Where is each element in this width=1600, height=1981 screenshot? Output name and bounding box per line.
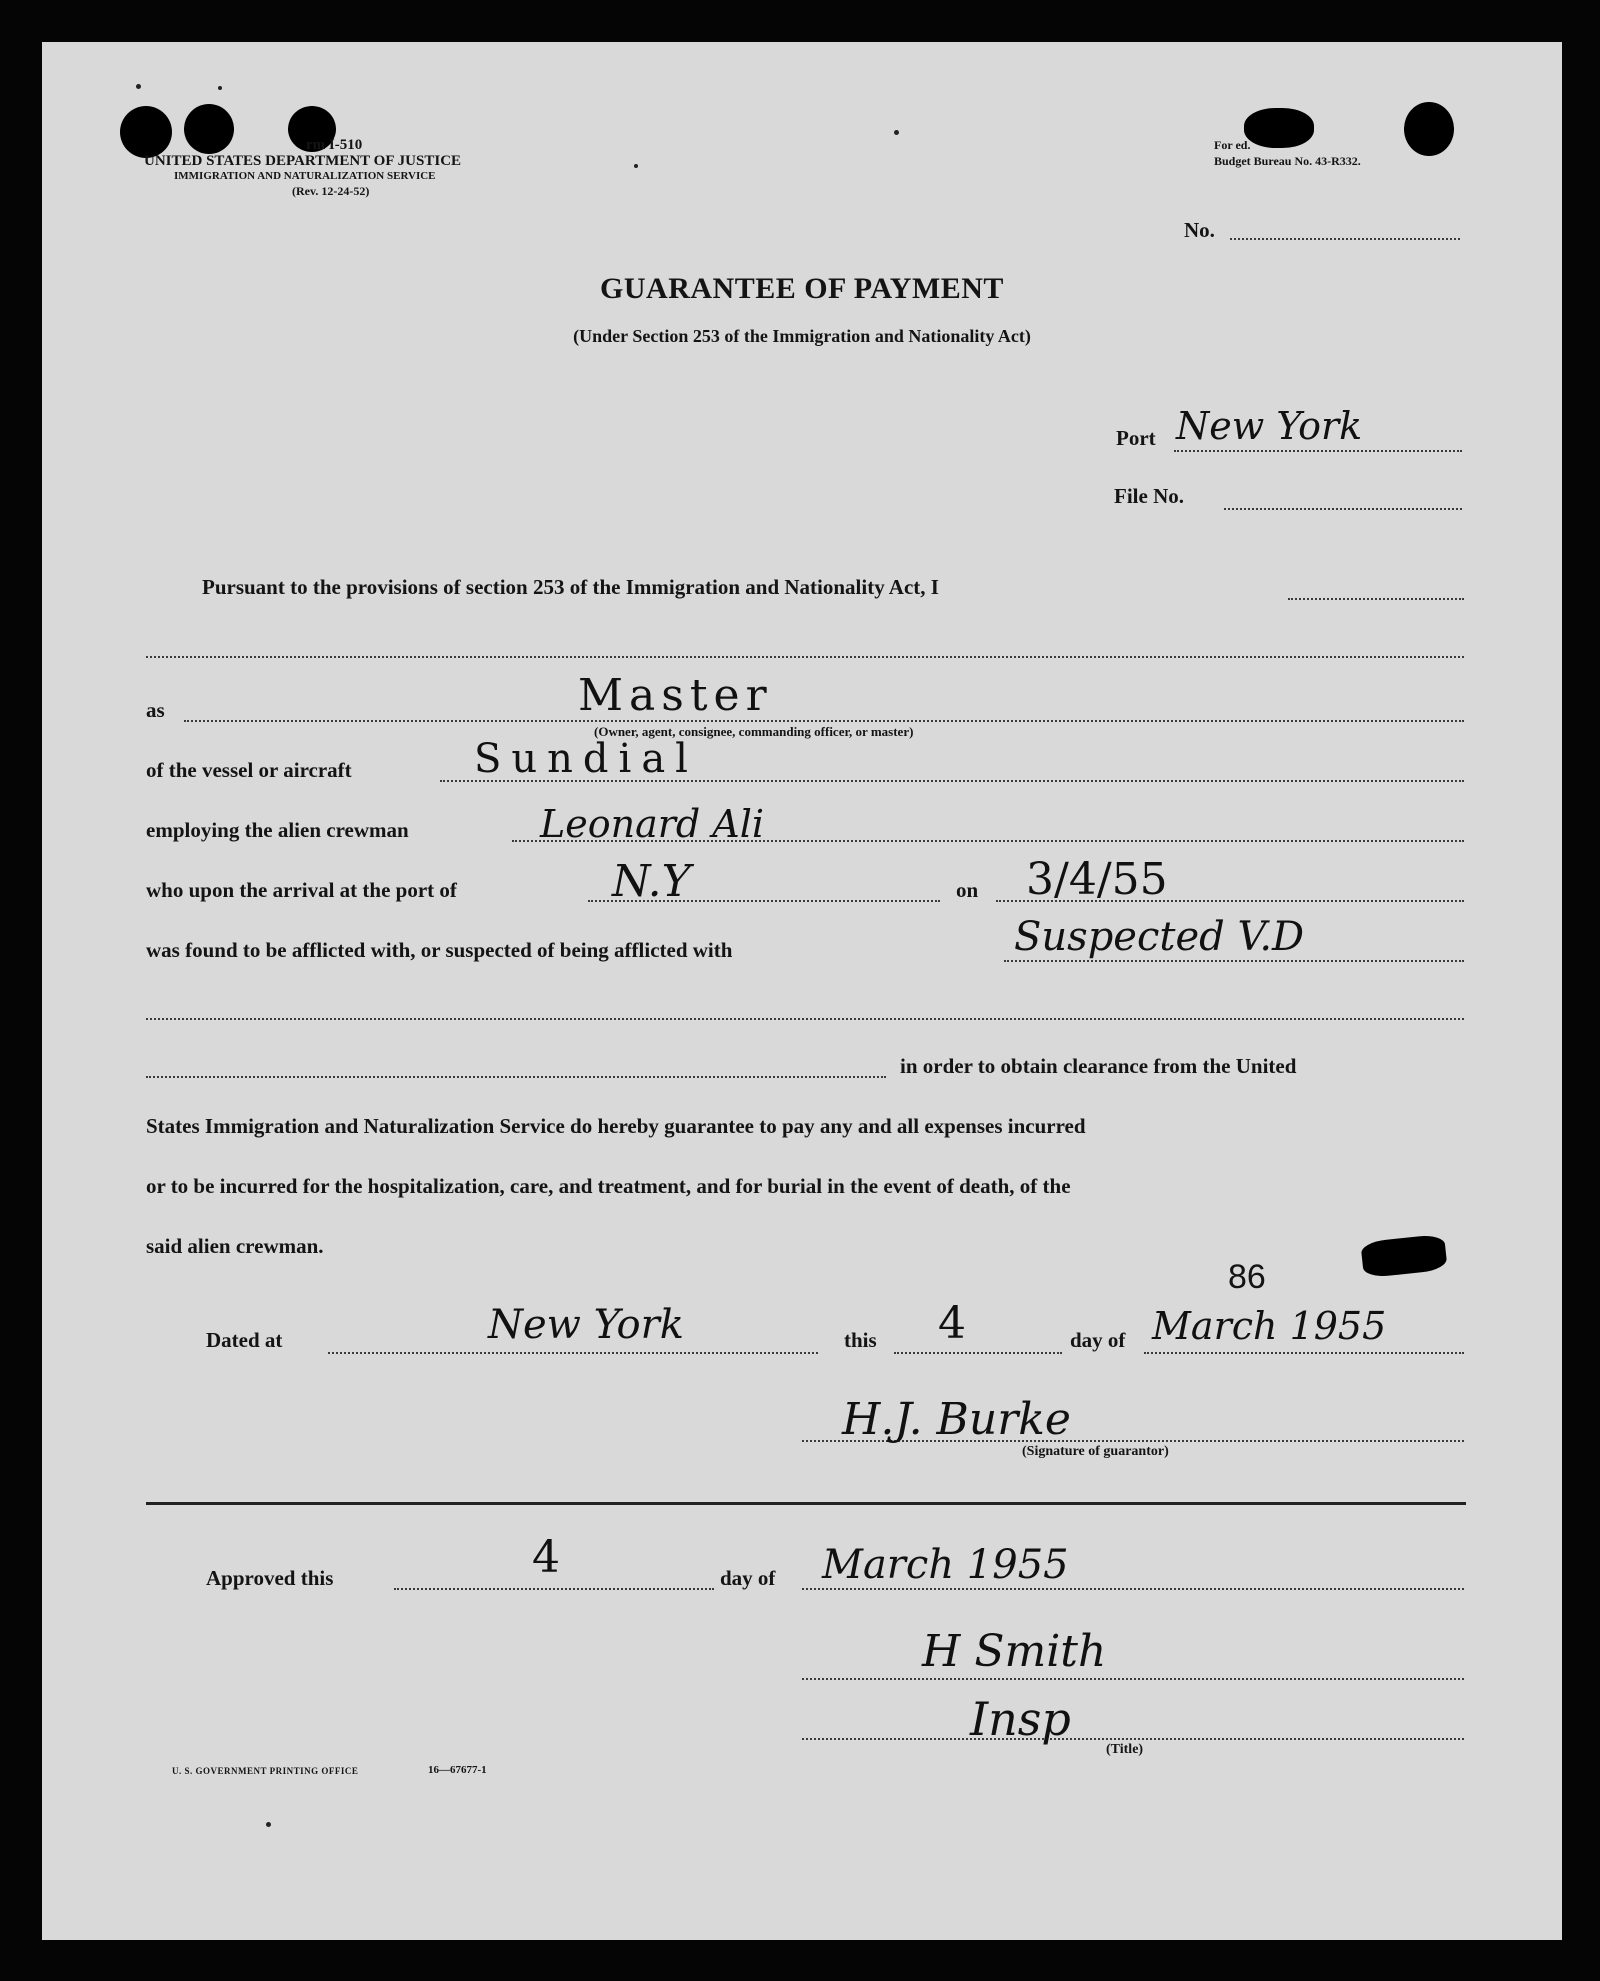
punch-hole-mark	[120, 106, 172, 158]
dated-place-field[interactable]	[328, 1352, 818, 1354]
title-caption: (Title)	[1106, 1742, 1144, 1757]
file-no-field[interactable]	[1224, 508, 1462, 510]
speck	[136, 84, 141, 89]
crewman-handwriting: Leonard Ali	[540, 802, 765, 846]
port-label: Port	[1116, 426, 1156, 450]
file-no-label: File No.	[1114, 484, 1184, 508]
budget-bureau-number: Budget Bureau No. 43-R332.	[1214, 154, 1361, 168]
no-label: No.	[1184, 218, 1215, 242]
guarantee-body-line-3: said alien crewman.	[146, 1234, 324, 1258]
as-label: as	[146, 698, 165, 722]
form-page	[42, 42, 1562, 1940]
approver-title-field[interactable]	[802, 1738, 1464, 1740]
as-caption: (Owner, agent, consignee, commanding officer, or master)	[594, 724, 914, 739]
punch-hole-mark	[1244, 108, 1314, 148]
vessel-label: of the vessel or aircraft	[146, 758, 352, 782]
revision-date: (Rev. 12-24-52)	[292, 184, 370, 198]
dated-day-handwriting: 4	[938, 1298, 966, 1349]
approver-signature-field[interactable]	[802, 1678, 1464, 1680]
approved-day-of-label: day of	[720, 1566, 776, 1590]
arrival-label: who upon the arrival at the port of	[146, 878, 457, 902]
form-title: GUARANTEE OF PAYMENT	[600, 272, 1004, 305]
signature-caption: (Signature of guarantor)	[1022, 1444, 1169, 1459]
signature-handwriting: H.J. Burke	[842, 1394, 1071, 1445]
guarantor-name-field-2[interactable]	[146, 656, 1464, 658]
vessel-handwriting: Sundial	[474, 736, 698, 782]
dated-day-of-label: day of	[1070, 1328, 1126, 1352]
guarantee-body-line-2: or to be incurred for the hospitalization, care, and treatment, and for burial in the event of death, of the	[146, 1174, 1071, 1198]
approver-signature-handwriting: H Smith	[922, 1626, 1107, 1677]
printer-code: 16—67677-1	[428, 1764, 487, 1776]
affliction-field-3[interactable]	[146, 1076, 886, 1078]
department-name: UNITED STATES DEPARTMENT OF JUSTICE	[144, 153, 462, 169]
as-handwriting: Master	[578, 670, 773, 721]
redaction-mark	[1360, 1234, 1447, 1279]
stamp-number: 86	[1228, 1258, 1266, 1296]
service-name: IMMIGRATION AND NATURALIZATION SERVICE	[174, 170, 436, 182]
this-label: this	[844, 1328, 877, 1352]
no-field[interactable]	[1230, 238, 1460, 240]
arrival-date-handwriting: 3/4/55	[1026, 854, 1168, 905]
crewman-label: employing the alien crewman	[146, 818, 409, 842]
dated-month-year-handwriting: March 1955	[1152, 1304, 1387, 1348]
approver-title-handwriting: Insp	[970, 1692, 1071, 1746]
speck	[218, 86, 222, 90]
printer-imprint: U. S. GOVERNMENT PRINTING OFFICE	[172, 1766, 359, 1776]
approved-month-year-field[interactable]	[802, 1588, 1464, 1590]
dated-at-label: Dated at	[206, 1328, 283, 1352]
approved-day-handwriting: 4	[532, 1532, 560, 1583]
approved-label: Approved this	[206, 1566, 334, 1590]
affliction-handwriting: Suspected V.D	[1014, 914, 1305, 960]
pursuant-text: Pursuant to the provisions of section 253 of the Immigration and Nationality Act, I	[202, 575, 939, 599]
port-handwriting: New York	[1176, 404, 1363, 448]
on-label: on	[956, 878, 979, 902]
dated-month-year-field[interactable]	[1144, 1352, 1464, 1354]
clearance-text: in order to obtain clearance from the United	[900, 1054, 1297, 1078]
form-approved-text: For ed.	[1214, 138, 1251, 152]
dated-day-field[interactable]	[894, 1352, 1062, 1354]
affliction-field[interactable]	[1004, 960, 1464, 962]
dated-place-handwriting: New York	[488, 1302, 684, 1348]
arrival-port-handwriting: N.Y	[612, 856, 691, 907]
speck	[894, 130, 899, 135]
form-subtitle: (Under Section 253 of the Immigration and Nationality Act)	[573, 326, 1031, 346]
guarantor-name-field-1[interactable]	[1288, 598, 1464, 600]
punch-hole-mark	[1404, 102, 1454, 156]
punch-hole-mark	[184, 104, 234, 154]
affliction-field-2[interactable]	[146, 1018, 1464, 1020]
form-number: rm I-510	[306, 137, 363, 153]
port-field[interactable]	[1174, 450, 1462, 452]
speck	[634, 164, 638, 168]
as-field[interactable]	[184, 720, 1464, 722]
approved-month-year-handwriting: March 1955	[822, 1542, 1069, 1588]
section-divider	[146, 1502, 1466, 1505]
approved-day-field[interactable]	[394, 1588, 714, 1590]
speck	[266, 1822, 271, 1827]
guarantee-body-line-1: States Immigration and Naturalization Service do hereby guarantee to pay any and all expenses incurred	[146, 1114, 1086, 1138]
affliction-label: was found to be afflicted with, or suspected of being afflicted with	[146, 938, 733, 962]
